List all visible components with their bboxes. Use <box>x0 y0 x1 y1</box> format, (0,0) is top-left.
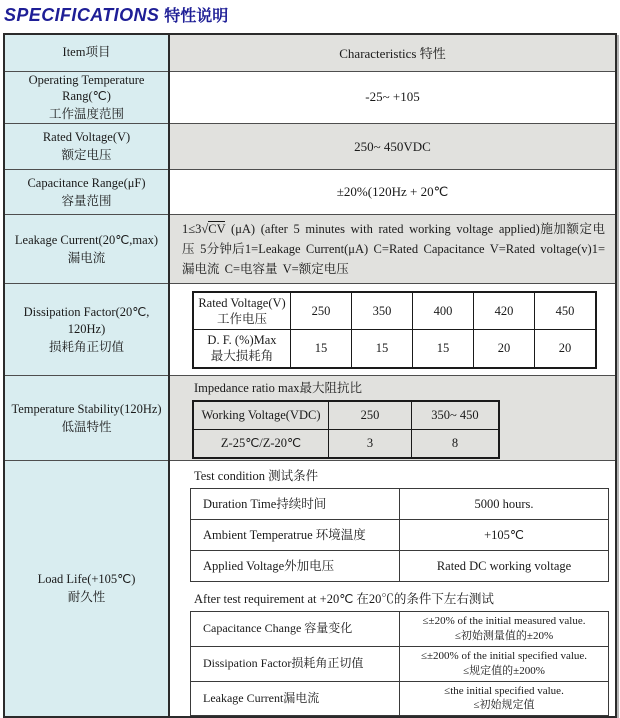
header-item-cell: Item项目 <box>4 34 169 71</box>
dissipation-factor-value-cell <box>169 284 616 376</box>
load-life-content <box>170 461 615 716</box>
df-value-450: 20 <box>535 330 597 368</box>
capacitance-range-label-en: Capacitance Range(μF) <box>27 175 146 190</box>
df-voltage-header-cell <box>193 292 291 330</box>
ts-ratio-header: Z-25℃/Z-20℃ <box>193 429 329 458</box>
rated-voltage-label-cell <box>4 124 169 170</box>
df-max-header-cell <box>193 330 291 368</box>
leakage-current-label-zh: 漏电流 <box>67 250 106 265</box>
temperature-stability-label-zh: 低温特性 <box>61 419 112 434</box>
leakage-formula-radicand: CV <box>208 222 226 237</box>
df-value-250: 15 <box>291 330 352 368</box>
page-title <box>4 3 228 26</box>
ambient-temperature-label: Ambient Temperatrue 环境温度 <box>191 520 400 551</box>
requirement-row-dissipation <box>191 646 609 681</box>
leakage-requirement-value-zh: ≤初始规定值 <box>473 699 535 712</box>
page-title-en: SPECIFICATIONS <box>4 5 160 25</box>
leakage-formula-text: (μA) (after 5 minutes with rated working voltage applied)施加额定电压 5分钟后1=Leakage Current(μA) C=Rated Capacitance V=Rated voltage(v)1=漏电流 C=电容量 V=额定电压 <box>182 222 605 277</box>
dissipation-requirement-value <box>400 646 609 681</box>
ts-ratio-row <box>193 429 499 458</box>
applied-voltage-label: Applied Voltage外加电压 <box>191 551 400 582</box>
load-life-label-cell <box>4 461 169 718</box>
df-voltage-250: 250 <box>291 292 352 330</box>
requirement-row-leakage <box>191 681 609 716</box>
capacitance-range-label-zh: 容量范围 <box>61 193 112 208</box>
header-characteristics-cell: Characteristics 特性 <box>169 34 616 71</box>
df-max-header-en: D. F. (%)Max <box>207 333 277 348</box>
page-title-zh: 特性说明 <box>164 8 229 25</box>
leakage-current-label-en: Leakage Current(20℃,max) <box>14 232 159 247</box>
impedance-ratio-caption: Impedance ratio max最大阻抗比 <box>194 380 363 395</box>
df-max-header-zh: 最大损耗角 <box>210 349 274 364</box>
leakage-current-value-cell <box>169 215 616 284</box>
capacitance-change-label: Capacitance Change 容量变化 <box>191 612 400 647</box>
df-voltage-header-zh: 工作电压 <box>216 311 267 326</box>
load-life-label-zh: 耐久性 <box>67 590 106 605</box>
df-voltage-420: 420 <box>474 292 535 330</box>
test-condition-table <box>190 488 609 582</box>
row-dissipation-factor <box>4 284 616 376</box>
condition-row-applied-voltage <box>191 551 609 582</box>
dissipation-factor-label-cell <box>4 284 169 376</box>
duration-time-label: Duration Time持续时间 <box>191 489 400 520</box>
ambient-temperature-value: +105℃ <box>400 520 609 551</box>
row-temperature-stability <box>4 376 616 461</box>
row-operating-temperature <box>4 71 616 124</box>
rated-voltage-label-zh: 额定电压 <box>61 148 112 163</box>
ts-range-350-450: 350~ 450 <box>412 401 500 430</box>
ts-range-250: 250 <box>329 401 412 430</box>
capacitance-change-value <box>400 612 609 647</box>
load-life-value-cell <box>169 461 616 718</box>
condition-row-duration <box>191 489 609 520</box>
df-voltage-header-en: Rated Voltage(V) <box>198 295 286 310</box>
temperature-stability-label-cell <box>4 376 169 461</box>
test-condition-caption: Test condition 测试条件 <box>194 469 319 484</box>
capacitance-range-value: ±20%(120Hz + 20℃ <box>169 170 616 215</box>
ts-ratio-250: 3 <box>329 429 412 458</box>
applied-voltage-value: Rated DC working voltage <box>400 551 609 582</box>
leakage-formula-prefix: 1≤3√ <box>182 222 209 237</box>
temperature-stability-label-en: Temperature Stability(120Hz) <box>11 401 162 416</box>
operating-temperature-value: -25~ +105 <box>169 71 616 124</box>
row-rated-voltage <box>4 124 616 170</box>
df-max-row <box>193 330 596 368</box>
operating-temperature-label-zh: 工作温度范围 <box>48 107 124 122</box>
leakage-current-formula <box>170 215 615 283</box>
table-header-row <box>4 34 616 71</box>
operating-temperature-label-cell <box>4 71 169 124</box>
dissipation-factor-table <box>192 291 597 369</box>
rated-voltage-value: 250~ 450VDC <box>169 124 616 170</box>
temperature-stability-value-cell <box>169 376 616 461</box>
df-value-420: 20 <box>474 330 535 368</box>
after-test-caption: After test requirement at +20℃ 在20℃的条件下左右测试 <box>194 592 494 607</box>
temperature-stability-content <box>170 378 615 459</box>
dissipation-factor-label-en: Dissipation Factor(20℃, 120Hz) <box>23 304 150 336</box>
leakage-requirement-value <box>400 681 609 716</box>
df-voltage-400: 400 <box>413 292 474 330</box>
dissipation-requirement-label: Dissipation Factor损耗角正切值 <box>191 646 400 681</box>
row-leakage-current <box>4 215 616 284</box>
operating-temperature-label-en: Operating Temperature Rang(℃) <box>28 72 145 104</box>
rated-voltage-label-en: Rated Voltage(V) <box>42 130 131 145</box>
specifications-table <box>3 33 617 718</box>
capacitance-change-value-zh: ≤初始测量值的±20% <box>454 629 554 642</box>
row-capacitance-range <box>4 170 616 215</box>
capacitance-change-value-en: ≤±20% of the initial measured value. <box>422 615 586 628</box>
leakage-current-label-cell <box>4 215 169 284</box>
temperature-stability-table <box>192 400 500 459</box>
leakage-requirement-label: Leakage Current漏电流 <box>191 681 400 716</box>
df-voltage-350: 350 <box>352 292 413 330</box>
df-voltage-row <box>193 292 596 330</box>
row-load-life <box>4 461 616 718</box>
df-value-350: 15 <box>352 330 413 368</box>
dissipation-requirement-value-zh: ≤规定值的±200% <box>463 664 545 677</box>
duration-time-value: 5000 hours. <box>400 489 609 520</box>
ts-header-row <box>193 401 499 430</box>
ts-working-voltage-header: Working Voltage(VDC) <box>193 401 329 430</box>
dissipation-factor-label-zh: 损耗角正切值 <box>48 339 124 354</box>
df-voltage-450: 450 <box>535 292 597 330</box>
ts-ratio-350-450: 8 <box>412 429 500 458</box>
after-test-table <box>190 611 609 716</box>
dissipation-requirement-value-en: ≤±200% of the initial specified value. <box>420 649 588 662</box>
leakage-requirement-value-en: ≤the initial specified value. <box>444 684 564 697</box>
df-value-400: 15 <box>413 330 474 368</box>
condition-row-ambient <box>191 520 609 551</box>
load-life-label-en: Load Life(+105℃) <box>37 572 136 587</box>
capacitance-range-label-cell <box>4 170 169 215</box>
requirement-row-capacitance <box>191 612 609 647</box>
